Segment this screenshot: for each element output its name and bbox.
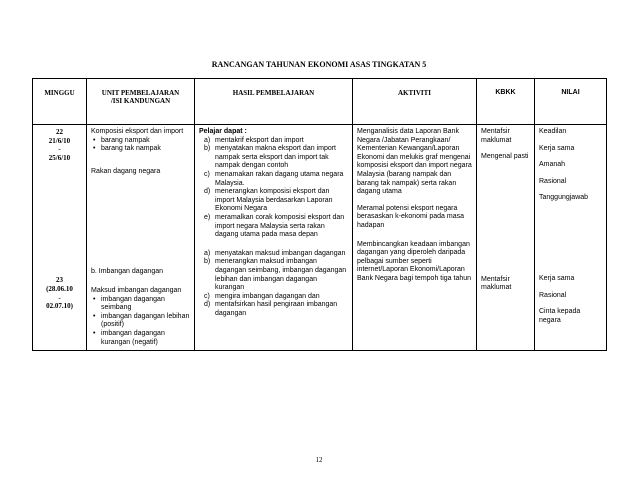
nilai-item: Cinta kepada negara <box>539 308 581 324</box>
week-number-2: 23 <box>56 276 63 285</box>
unit-bullets-1 <box>91 137 190 154</box>
week-start-1: 21/6/10 <box>48 136 71 145</box>
header-unit-line2: /ISI KANDUNGAN <box>110 97 171 105</box>
header-kbkk: KBKK <box>477 79 535 125</box>
kbkk-item: Mentafsir maklumat <box>481 128 512 144</box>
aktiviti-3: Membincangkan keadaan imbangan dagangan yang diperoleh daripada pelbagai sumber seperti internet/Laporan Ekonomi/Laporan Bank Negara bagi tempoh tiga tahun <box>357 240 472 282</box>
header-minggu: MINGGU <box>33 79 87 125</box>
aktiviti-2: Meramal potensi eksport negara berasaskan k-ekonomi pada masa hadapan <box>357 204 465 229</box>
kbkk-item: Mengenal pasti <box>481 153 529 161</box>
list-item: b) menerangkan maksud imbangan dagangan seimbang, imbangan dagangan lebihan dan imbangan dagangan kurangan <box>204 258 347 292</box>
unit-sub-2: Maksud imbangan dagangan <box>91 286 182 294</box>
week-dash-2: - <box>58 293 61 302</box>
list-item: a) menyatakan maksud imbangan dagangan <box>204 249 346 257</box>
header-unit <box>87 79 195 125</box>
list-item: b) menyatakan makna eksport dan import nampak serta eksport dan import tak nampak dengan contoh <box>204 145 337 170</box>
list-item: • barang tak nampak <box>101 145 190 154</box>
hasil-list-2 <box>199 250 348 319</box>
kbkk-cell <box>477 125 535 351</box>
week-cell <box>33 125 87 351</box>
nilai-item: Keadilan <box>539 128 567 135</box>
list-item: d) mentafsirkan hasil pengiraan imbangan dagangan <box>204 301 338 317</box>
list-item: a) mentakrif eksport dan import <box>204 136 304 144</box>
aktiviti-cell <box>353 125 477 351</box>
week-end-1: 25/6/10 <box>48 153 71 162</box>
nilai-cell <box>535 125 607 351</box>
unit-title-1: Komposisi eksport dan import <box>91 128 184 135</box>
week-dash-1: - <box>58 145 61 154</box>
nilai-item: Rasional <box>539 177 567 185</box>
unit-extra-1: Rakan dagang negara <box>91 167 161 175</box>
header-hasil: HASIL PEMBELAJARAN <box>195 79 353 125</box>
nilai-item: Rasional <box>539 291 567 299</box>
nilai-item: Kerja sama <box>539 274 575 282</box>
hasil-intro: Pelajar dapat : <box>199 128 247 135</box>
hasil-cell <box>195 125 353 351</box>
week-start-2: (28.06.10 <box>46 284 73 293</box>
unit-bullets-2 <box>91 296 190 348</box>
yearly-plan-table <box>32 78 607 351</box>
list-item: c) menamakan rakan dagang utama negara Malaysia. <box>204 170 344 187</box>
page-number: 12 <box>315 456 323 464</box>
document-title: RANCANGAN TAHUNAN EKONOMI ASAS TINGKATAN 5 <box>211 60 427 69</box>
list-item: c) mengira imbangan dagangan dan <box>204 292 320 300</box>
week-end-2: 02.07.10) <box>46 302 73 311</box>
list-item: • imbangan dagangan lebihan (positif) <box>101 313 190 330</box>
header-nilai: NILAI <box>535 79 607 125</box>
hasil-list-1 <box>199 137 348 240</box>
list-item: • imbangan dagangan kurangan (negatif) <box>101 330 190 347</box>
aktiviti-1: Menganalisis data Laporan Bank Negara /Jabatan Perangkaan/ Kementerian Kewangan/Laporan Ekonomi dan melukis graf mengenai komposisi eksport dan import negara Malaysia (barang nampak dan barang tak nampak) serta rakan dagang utama <box>357 128 472 196</box>
nilai-item: Kerja sama <box>539 144 575 152</box>
nilai-item: Tanggungjawab <box>539 194 589 202</box>
list-item: • imbangan dagangan seimbang <box>101 296 190 313</box>
header-unit-line1: UNIT PEMBELAJARAN <box>101 89 180 97</box>
table-row <box>33 125 607 351</box>
list-item: e) meramalkan corak komposisi eksport dan import negara Malaysia serta rakan dagang utama pada masa depan <box>204 213 345 239</box>
week-number-1: 22 <box>56 128 63 136</box>
list-item: d) menerangkan komposisi eksport dan import Malaysia berdasarkan Laporan Ekonomi Negara <box>204 188 333 213</box>
unit-cell <box>87 125 195 351</box>
table-header-row <box>33 79 607 125</box>
header-aktiviti: AKTIVITI <box>353 79 477 125</box>
nilai-item: Amanah <box>539 161 566 169</box>
kbkk-item: Mentafsir maklumat <box>481 275 512 292</box>
unit-title-2: b. Imbangan dagangan <box>91 268 164 276</box>
list-item: • barang nampak <box>101 137 190 146</box>
